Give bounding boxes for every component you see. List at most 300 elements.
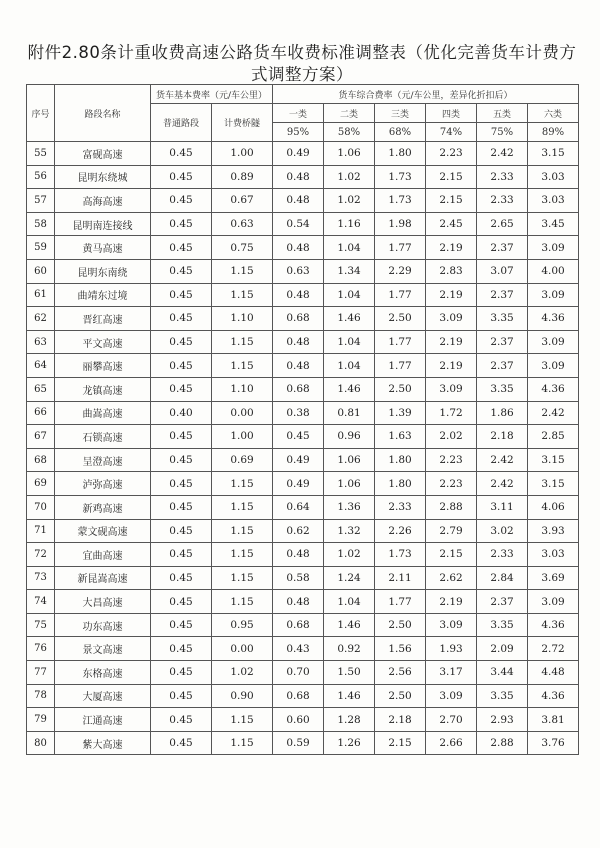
row-class-1-rate: 0.48: [273, 236, 324, 260]
row-class-1-rate: 0.48: [273, 165, 324, 189]
row-class-4-rate: 1.93: [426, 637, 477, 661]
row-base-bridge: 1.15: [212, 566, 273, 590]
row-class-5-rate: 2.42: [477, 448, 528, 472]
row-class-1-rate: 0.43: [273, 637, 324, 661]
row-base-normal: 0.45: [151, 590, 212, 614]
row-class-5-rate: 3.35: [477, 307, 528, 331]
row-class-5-rate: 2.42: [477, 142, 528, 166]
table-row: [27, 354, 579, 378]
row-base-normal: 0.45: [151, 330, 212, 354]
row-class-3-rate: 2.56: [375, 661, 426, 685]
row-class-4-rate: 2.23: [426, 448, 477, 472]
row-class-4-rate: 2.23: [426, 472, 477, 496]
header-pct-2: 58%: [324, 123, 375, 142]
row-class-5-rate: 2.93: [477, 708, 528, 732]
header-class-4: 四类: [426, 104, 477, 123]
table-row: [27, 142, 579, 166]
row-base-bridge: 1.00: [212, 425, 273, 449]
header-pct-1: 95%: [273, 123, 324, 142]
row-base-normal: 0.45: [151, 661, 212, 685]
table-row: [27, 590, 579, 614]
row-class-5-rate: 2.37: [477, 330, 528, 354]
row-base-bridge: 1.15: [212, 330, 273, 354]
row-class-4-rate: 3.09: [426, 377, 477, 401]
row-base-normal: 0.45: [151, 165, 212, 189]
row-base-normal: 0.45: [151, 189, 212, 213]
row-class-2-rate: 1.04: [324, 330, 375, 354]
row-class-6-rate: 4.00: [528, 259, 579, 283]
row-class-3-rate: 1.39: [375, 401, 426, 425]
row-class-6-rate: 4.48: [528, 661, 579, 685]
row-class-4-rate: 2.88: [426, 495, 477, 519]
row-class-4-rate: 2.19: [426, 236, 477, 260]
row-class-6-rate: 4.36: [528, 613, 579, 637]
row-class-1-rate: 0.63: [273, 259, 324, 283]
row-base-normal: 0.45: [151, 236, 212, 260]
row-route-name: 大厦高速: [55, 684, 151, 708]
row-class-6-rate: 3.15: [528, 142, 579, 166]
row-base-bridge: 1.15: [212, 495, 273, 519]
row-base-bridge: 1.15: [212, 354, 273, 378]
row-class-1-rate: 0.48: [273, 590, 324, 614]
row-class-3-rate: 1.77: [375, 283, 426, 307]
row-class-5-rate: 2.33: [477, 165, 528, 189]
row-base-bridge: 1.15: [212, 519, 273, 543]
row-route-name: 新昆嵩高速: [55, 566, 151, 590]
table-row: [27, 731, 579, 755]
table-row: [27, 448, 579, 472]
table-row: [27, 708, 579, 732]
row-class-3-rate: 2.11: [375, 566, 426, 590]
row-base-bridge: 0.90: [212, 684, 273, 708]
row-class-4-rate: 3.09: [426, 307, 477, 331]
row-base-bridge: 0.89: [212, 165, 273, 189]
row-class-3-rate: 1.80: [375, 448, 426, 472]
row-class-3-rate: 1.73: [375, 543, 426, 567]
row-seq: 80: [27, 731, 55, 755]
row-class-5-rate: 2.37: [477, 590, 528, 614]
header-pct-3: 68%: [375, 123, 426, 142]
toll-rate-table: [26, 84, 579, 755]
row-class-5-rate: 3.44: [477, 661, 528, 685]
row-seq: 79: [27, 708, 55, 732]
row-route-name: 宜曲高速: [55, 543, 151, 567]
row-seq: 62: [27, 307, 55, 331]
row-base-bridge: 1.15: [212, 259, 273, 283]
row-route-name: 曲嵩高速: [55, 401, 151, 425]
row-route-name: 高海高速: [55, 189, 151, 213]
row-class-2-rate: 1.06: [324, 472, 375, 496]
row-route-name: 大昌高速: [55, 590, 151, 614]
row-seq: 56: [27, 165, 55, 189]
row-class-6-rate: 3.45: [528, 212, 579, 236]
row-class-6-rate: 3.93: [528, 519, 579, 543]
row-seq: 60: [27, 259, 55, 283]
row-class-5-rate: 2.33: [477, 189, 528, 213]
row-class-6-rate: 3.03: [528, 189, 579, 213]
row-class-2-rate: 0.96: [324, 425, 375, 449]
row-class-4-rate: 2.45: [426, 212, 477, 236]
row-base-bridge: 0.69: [212, 448, 273, 472]
row-base-normal: 0.45: [151, 259, 212, 283]
row-base-normal: 0.45: [151, 684, 212, 708]
row-base-normal: 0.45: [151, 142, 212, 166]
row-seq: 68: [27, 448, 55, 472]
row-route-name: 景文高速: [55, 637, 151, 661]
row-class-1-rate: 0.68: [273, 613, 324, 637]
row-class-6-rate: 4.36: [528, 684, 579, 708]
row-class-5-rate: 2.37: [477, 283, 528, 307]
row-seq: 70: [27, 495, 55, 519]
row-class-6-rate: 2.42: [528, 401, 579, 425]
row-seq: 66: [27, 401, 55, 425]
row-route-name: 昆明南连接线: [55, 212, 151, 236]
row-class-1-rate: 0.49: [273, 448, 324, 472]
row-route-name: 龙镇高速: [55, 377, 151, 401]
row-class-4-rate: 2.19: [426, 354, 477, 378]
row-class-5-rate: 3.02: [477, 519, 528, 543]
row-route-name: 晋红高速: [55, 307, 151, 331]
row-class-3-rate: 2.18: [375, 708, 426, 732]
header-composite-rate-group: 货车综合费率（元/车公里，差异化折扣后）: [273, 85, 579, 104]
row-base-normal: 0.45: [151, 566, 212, 590]
row-base-bridge: 0.67: [212, 189, 273, 213]
row-route-name: 丽攀高速: [55, 354, 151, 378]
table-row: [27, 236, 579, 260]
row-class-3-rate: 2.29: [375, 259, 426, 283]
row-class-2-rate: 1.06: [324, 448, 375, 472]
row-seq: 57: [27, 189, 55, 213]
row-class-6-rate: 4.06: [528, 495, 579, 519]
row-seq: 67: [27, 425, 55, 449]
row-route-name: 东格高速: [55, 661, 151, 685]
row-route-name: 功东高速: [55, 613, 151, 637]
header-seq: 序号: [27, 85, 55, 142]
header-class-3: 三类: [375, 104, 426, 123]
row-class-3-rate: 1.56: [375, 637, 426, 661]
row-class-5-rate: 2.37: [477, 236, 528, 260]
row-class-3-rate: 1.80: [375, 142, 426, 166]
table-body: [27, 142, 579, 755]
row-class-1-rate: 0.45: [273, 425, 324, 449]
row-class-5-rate: 3.35: [477, 613, 528, 637]
row-class-4-rate: 2.02: [426, 425, 477, 449]
row-class-6-rate: 3.09: [528, 590, 579, 614]
row-class-2-rate: 1.50: [324, 661, 375, 685]
row-seq: 55: [27, 142, 55, 166]
row-seq: 71: [27, 519, 55, 543]
header-pct-6: 89%: [528, 123, 579, 142]
row-class-3-rate: 1.63: [375, 425, 426, 449]
row-class-3-rate: 2.50: [375, 307, 426, 331]
row-base-bridge: 1.15: [212, 283, 273, 307]
header-base-normal: 普通路段: [151, 104, 212, 142]
table-row: [27, 613, 579, 637]
table-row: [27, 307, 579, 331]
row-base-bridge: 0.95: [212, 613, 273, 637]
row-base-normal: 0.40: [151, 401, 212, 425]
row-seq: 61: [27, 283, 55, 307]
row-class-5-rate: 3.35: [477, 684, 528, 708]
row-class-4-rate: 2.62: [426, 566, 477, 590]
row-class-3-rate: 1.77: [375, 354, 426, 378]
row-class-1-rate: 0.62: [273, 519, 324, 543]
row-class-3-rate: 1.98: [375, 212, 426, 236]
page-title: 附件2.80条计重收费高速公路货车收费标准调整表（优化完善货车计费方式调整方案）: [27, 43, 577, 84]
table-row: [27, 543, 579, 567]
row-class-2-rate: 1.16: [324, 212, 375, 236]
row-class-6-rate: 3.81: [528, 708, 579, 732]
row-class-6-rate: 3.15: [528, 448, 579, 472]
row-class-2-rate: 1.46: [324, 684, 375, 708]
row-class-1-rate: 0.48: [273, 543, 324, 567]
row-route-name: 昆明东绕城: [55, 165, 151, 189]
row-class-2-rate: 1.28: [324, 708, 375, 732]
row-class-5-rate: 2.65: [477, 212, 528, 236]
row-class-4-rate: 2.83: [426, 259, 477, 283]
row-class-1-rate: 0.68: [273, 684, 324, 708]
row-class-4-rate: 2.19: [426, 283, 477, 307]
row-class-2-rate: 1.04: [324, 590, 375, 614]
row-class-4-rate: 2.66: [426, 731, 477, 755]
row-base-bridge: 0.00: [212, 401, 273, 425]
row-class-3-rate: 2.26: [375, 519, 426, 543]
row-class-3-rate: 2.15: [375, 731, 426, 755]
row-seq: 59: [27, 236, 55, 260]
row-class-4-rate: 2.15: [426, 543, 477, 567]
table-row: [27, 684, 579, 708]
row-class-1-rate: 0.48: [273, 189, 324, 213]
row-class-5-rate: 2.33: [477, 543, 528, 567]
row-class-1-rate: 0.48: [273, 354, 324, 378]
row-class-3-rate: 1.73: [375, 165, 426, 189]
row-class-2-rate: 1.36: [324, 495, 375, 519]
row-class-4-rate: 2.19: [426, 590, 477, 614]
row-class-4-rate: 2.15: [426, 165, 477, 189]
row-base-bridge: 0.75: [212, 236, 273, 260]
row-class-4-rate: 2.79: [426, 519, 477, 543]
table-row: [27, 189, 579, 213]
row-class-3-rate: 1.77: [375, 236, 426, 260]
row-class-6-rate: 3.09: [528, 236, 579, 260]
row-class-2-rate: 0.92: [324, 637, 375, 661]
row-class-3-rate: 1.77: [375, 590, 426, 614]
table-row: [27, 495, 579, 519]
row-class-5-rate: 2.84: [477, 566, 528, 590]
row-seq: 63: [27, 330, 55, 354]
row-route-name: 黄马高速: [55, 236, 151, 260]
row-base-normal: 0.45: [151, 448, 212, 472]
row-class-6-rate: 3.09: [528, 354, 579, 378]
header-pct-4: 74%: [426, 123, 477, 142]
row-class-5-rate: 3.35: [477, 377, 528, 401]
row-class-2-rate: 1.04: [324, 354, 375, 378]
row-class-4-rate: 3.09: [426, 613, 477, 637]
row-class-6-rate: 3.03: [528, 543, 579, 567]
row-seq: 72: [27, 543, 55, 567]
row-seq: 58: [27, 212, 55, 236]
row-base-bridge: 1.15: [212, 543, 273, 567]
row-class-1-rate: 0.48: [273, 283, 324, 307]
table-row: [27, 519, 579, 543]
row-class-4-rate: 3.09: [426, 684, 477, 708]
row-base-bridge: 0.00: [212, 637, 273, 661]
header-base-rate-group: 货车基本费率（元/车公里）: [151, 85, 273, 104]
row-class-3-rate: 1.73: [375, 189, 426, 213]
row-class-1-rate: 0.49: [273, 142, 324, 166]
row-route-name: 曲靖东过境: [55, 283, 151, 307]
row-class-4-rate: 2.70: [426, 708, 477, 732]
header-route-name: 路段名称: [55, 85, 151, 142]
header-class-1: 一类: [273, 104, 324, 123]
row-base-normal: 0.45: [151, 472, 212, 496]
table-row: [27, 283, 579, 307]
row-class-6-rate: 4.36: [528, 307, 579, 331]
row-base-bridge: 1.10: [212, 377, 273, 401]
row-route-name: 新鸡高速: [55, 495, 151, 519]
row-class-1-rate: 0.58: [273, 566, 324, 590]
row-class-2-rate: 0.81: [324, 401, 375, 425]
row-class-3-rate: 2.50: [375, 613, 426, 637]
row-class-5-rate: 3.07: [477, 259, 528, 283]
row-class-2-rate: 1.26: [324, 731, 375, 755]
row-class-2-rate: 1.06: [324, 142, 375, 166]
row-class-1-rate: 0.38: [273, 401, 324, 425]
row-class-1-rate: 0.59: [273, 731, 324, 755]
row-class-6-rate: 3.09: [528, 330, 579, 354]
row-class-1-rate: 0.68: [273, 307, 324, 331]
row-class-2-rate: 1.04: [324, 283, 375, 307]
row-class-2-rate: 1.46: [324, 613, 375, 637]
row-class-6-rate: 2.72: [528, 637, 579, 661]
row-base-bridge: 1.15: [212, 731, 273, 755]
row-class-2-rate: 1.46: [324, 307, 375, 331]
row-route-name: 昆明东南绕: [55, 259, 151, 283]
row-route-name: 石锁高速: [55, 425, 151, 449]
row-class-2-rate: 1.02: [324, 165, 375, 189]
row-base-normal: 0.45: [151, 708, 212, 732]
row-route-name: 紫大高速: [55, 731, 151, 755]
row-class-6-rate: 3.15: [528, 472, 579, 496]
row-seq: 65: [27, 377, 55, 401]
row-class-5-rate: 2.18: [477, 425, 528, 449]
header-class-5: 五类: [477, 104, 528, 123]
row-base-normal: 0.45: [151, 283, 212, 307]
row-route-name: 泸弥高速: [55, 472, 151, 496]
row-base-bridge: 1.02: [212, 661, 273, 685]
table-row: [27, 212, 579, 236]
row-base-normal: 0.45: [151, 519, 212, 543]
row-class-5-rate: 2.88: [477, 731, 528, 755]
row-class-5-rate: 2.37: [477, 354, 528, 378]
row-class-2-rate: 1.04: [324, 236, 375, 260]
row-class-2-rate: 1.02: [324, 543, 375, 567]
table-row: [27, 566, 579, 590]
row-route-name: 江通高速: [55, 708, 151, 732]
row-class-5-rate: 2.09: [477, 637, 528, 661]
table-row: [27, 425, 579, 449]
header-pct-5: 75%: [477, 123, 528, 142]
row-class-4-rate: 2.15: [426, 189, 477, 213]
row-class-3-rate: 1.80: [375, 472, 426, 496]
table-row: [27, 661, 579, 685]
row-seq: 73: [27, 566, 55, 590]
row-seq: 64: [27, 354, 55, 378]
table-row: [27, 259, 579, 283]
row-class-1-rate: 0.48: [273, 330, 324, 354]
row-seq: 76: [27, 637, 55, 661]
row-class-5-rate: 2.42: [477, 472, 528, 496]
row-class-4-rate: 3.17: [426, 661, 477, 685]
row-class-6-rate: 3.09: [528, 283, 579, 307]
row-base-normal: 0.45: [151, 495, 212, 519]
row-class-1-rate: 0.54: [273, 212, 324, 236]
table-row: [27, 401, 579, 425]
row-seq: 77: [27, 661, 55, 685]
table-row: [27, 637, 579, 661]
row-route-name: 富砚高速: [55, 142, 151, 166]
row-class-6-rate: 2.85: [528, 425, 579, 449]
table-header: [27, 85, 579, 142]
row-class-6-rate: 4.36: [528, 377, 579, 401]
row-base-normal: 0.45: [151, 425, 212, 449]
row-base-normal: 0.45: [151, 307, 212, 331]
row-base-normal: 0.45: [151, 212, 212, 236]
row-base-bridge: 1.00: [212, 142, 273, 166]
row-class-1-rate: 0.64: [273, 495, 324, 519]
row-class-2-rate: 1.34: [324, 259, 375, 283]
row-base-normal: 0.45: [151, 613, 212, 637]
row-class-3-rate: 2.50: [375, 684, 426, 708]
row-class-6-rate: 3.76: [528, 731, 579, 755]
header-class-2: 二类: [324, 104, 375, 123]
row-route-name: 呈澄高速: [55, 448, 151, 472]
row-base-bridge: 1.15: [212, 472, 273, 496]
table-row: [27, 330, 579, 354]
row-class-2-rate: 1.02: [324, 189, 375, 213]
row-class-1-rate: 0.60: [273, 708, 324, 732]
row-base-bridge: 1.15: [212, 590, 273, 614]
row-class-6-rate: 3.03: [528, 165, 579, 189]
row-class-4-rate: 2.19: [426, 330, 477, 354]
row-class-1-rate: 0.49: [273, 472, 324, 496]
row-class-6-rate: 3.69: [528, 566, 579, 590]
row-route-name: 平文高速: [55, 330, 151, 354]
row-seq: 74: [27, 590, 55, 614]
row-class-5-rate: 1.86: [477, 401, 528, 425]
table-row: [27, 472, 579, 496]
row-class-3-rate: 2.33: [375, 495, 426, 519]
row-class-2-rate: 1.24: [324, 566, 375, 590]
row-seq: 78: [27, 684, 55, 708]
row-base-normal: 0.45: [151, 637, 212, 661]
row-base-normal: 0.45: [151, 731, 212, 755]
row-base-bridge: 1.15: [212, 708, 273, 732]
row-class-3-rate: 1.77: [375, 330, 426, 354]
row-class-2-rate: 1.46: [324, 377, 375, 401]
table-row: [27, 377, 579, 401]
row-base-normal: 0.45: [151, 377, 212, 401]
header-class-6: 六类: [528, 104, 579, 123]
row-base-normal: 0.45: [151, 543, 212, 567]
row-seq: 69: [27, 472, 55, 496]
row-class-4-rate: 1.72: [426, 401, 477, 425]
row-class-1-rate: 0.68: [273, 377, 324, 401]
row-route-name: 蒙文砚高速: [55, 519, 151, 543]
row-class-2-rate: 1.32: [324, 519, 375, 543]
row-base-bridge: 1.10: [212, 307, 273, 331]
row-base-bridge: 0.63: [212, 212, 273, 236]
